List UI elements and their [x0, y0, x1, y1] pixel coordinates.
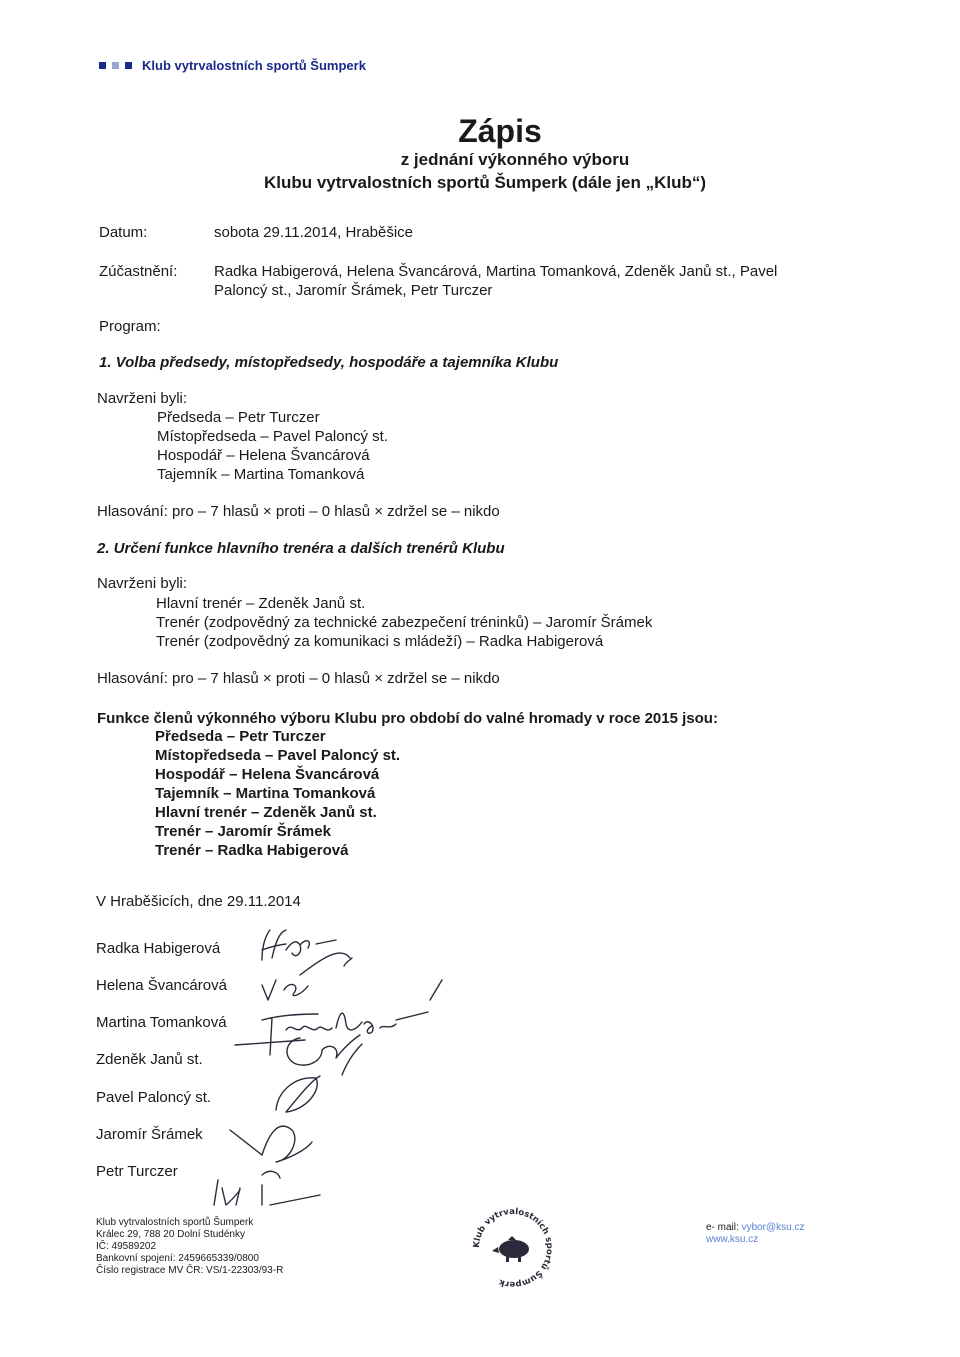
- section-2-proposed-label: Navrženi byli:: [97, 575, 188, 592]
- signatory-name: Zdeněk Janů st.: [96, 1051, 203, 1068]
- footer-contact: [706, 1222, 805, 1246]
- list-item: Hospodář – Helena Švancárová: [157, 447, 370, 464]
- brand-name: Klub vytrvalostních sportů Šumperk: [142, 58, 366, 73]
- document-subtitle-club: Klubu vytrvalostních sportů Šumperk (dále jen „Klub“): [263, 173, 707, 192]
- signatory-name: Petr Turczer: [96, 1163, 178, 1180]
- web-link[interactable]: www.ksu.cz: [706, 1234, 759, 1245]
- date-label: Datum:: [99, 224, 148, 241]
- list-item: Tajemník – Martina Tomanková: [157, 466, 365, 483]
- place-date: V Hraběšicích, dne 29.11.2014: [96, 893, 301, 910]
- document-subtitle: z jednání výkonného výboru: [400, 150, 630, 169]
- signatory-name: Pavel Paloncý st.: [96, 1089, 212, 1106]
- list-item: Trenér (zodpovědný za technické zabezpečení tréninků) – Jaromír Šrámek: [156, 614, 653, 631]
- stamp-text: Klub vytrvalostních sportů Šumperk: [471, 1206, 555, 1290]
- section-1-vote: Hlasování: pro – 7 hlasů × proti – 0 hlasů × zdržel se – nikdo: [97, 503, 500, 520]
- participants-label: Zúčastnění:: [99, 263, 178, 280]
- email-link[interactable]: vybor@ksu.cz: [741, 1222, 805, 1233]
- participants-line-2: Paloncý st., Jaromír Šrámek, Petr Turczer: [214, 282, 493, 299]
- signatory-name: Helena Švancárová: [96, 977, 227, 994]
- list-item: Hospodář – Helena Švancárová: [155, 766, 380, 783]
- section-1-proposed-label: Navrženi byli:: [97, 390, 188, 407]
- signatory-name: Radka Habigerová: [96, 940, 221, 957]
- boar-icon: [492, 1236, 529, 1262]
- list-item: Trenér – Jaromír Šrámek: [155, 823, 331, 840]
- list-item: Předseda – Petr Turczer: [155, 728, 326, 745]
- list-item: Trenér (zodpovědný za komunikaci s mládeží) – Radka Habigerová: [156, 633, 604, 650]
- footer-line: Králec 29, 788 20 Dolní Studénky: [96, 1229, 245, 1240]
- participants-line-1: Radka Habigerová, Helena Švancárová, Martina Tomanková, Zdeněk Janů st., Pavel: [214, 263, 778, 280]
- signatory-name: Martina Tomanková: [96, 1014, 227, 1031]
- email-label: e- mail:: [706, 1222, 742, 1233]
- footer-line: Číslo registrace MV ČR: VS/1-22303/93-R: [96, 1265, 284, 1276]
- footer-address: [96, 1217, 283, 1277]
- list-item: Hlavní trenér – Zdeněk Janů st.: [155, 804, 377, 821]
- date-value: sobota 29.11.2014, Hraběšice: [214, 224, 414, 241]
- list-item: Tajemník – Martina Tomanková: [155, 785, 376, 802]
- signatory-name: Jaromír Šrámek: [96, 1126, 203, 1143]
- document-title: Zápis: [458, 113, 542, 149]
- list-item: Místopředseda – Pavel Paloncý st.: [157, 428, 388, 445]
- footer-line: Bankovní spojení: 2459665339/0800: [96, 1253, 259, 1264]
- program-label: Program:: [99, 318, 161, 335]
- section-2-vote: Hlasování: pro – 7 hlasů × proti – 0 hlasů × zdržel se – nikdo: [97, 670, 500, 687]
- section-1-heading: 1. Volba předsedy, místopředsedy, hospodáře a tajemníka Klubu: [99, 354, 559, 371]
- footer-line: Klub vytrvalostních sportů Šumperk: [96, 1217, 254, 1228]
- summary-heading: Funkce členů výkonného výboru Klubu pro období do valné hromady v roce 2015 jsou:: [97, 710, 718, 727]
- list-item: Místopředseda – Pavel Paloncý st.: [155, 747, 401, 764]
- list-item: Hlavní trenér – Zdeněk Janů st.: [156, 595, 366, 612]
- section-2-heading: 2. Určení funkce hlavního trenéra a dalších trenérů Klubu: [97, 540, 505, 557]
- list-item: Předseda – Petr Turczer: [157, 409, 320, 426]
- footer-line: IČ: 49589202: [96, 1241, 157, 1252]
- list-item: Trenér – Radka Habigerová: [155, 842, 349, 859]
- club-stamp: [468, 1203, 558, 1293]
